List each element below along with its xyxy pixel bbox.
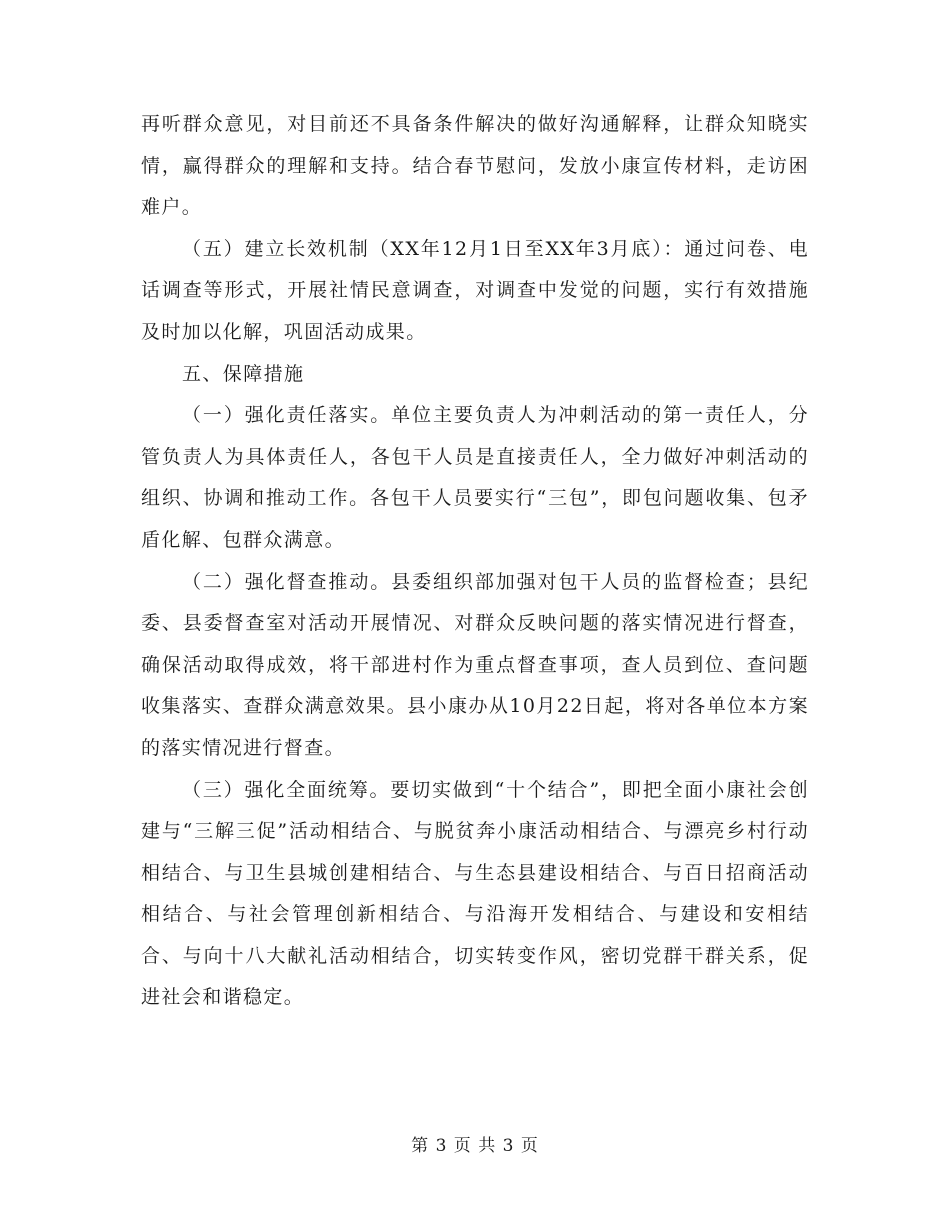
- paragraph-1: 再听群众意见，对目前还不具备条件解决的做好沟通解释，让群众知晓实情，赢得群众的理解和支持。结合春节慰问，发放小康宣传材料，走访困难户。: [141, 113, 809, 219]
- paragraph-2: （五）建立长效机制（XX年12月1日至XX年3月底）：通过问卷、电话调查等形式，开展社情民意调查，对调查中发觉的问题，实行有效措施及时加以化解，巩固活动成果。: [141, 237, 809, 343]
- section-heading: 五、保障措施: [182, 362, 305, 385]
- paragraph-5: （三）强化全面统筹。要切实做到“十个结合”，即把全面小康社会创建与“三解三促”活动相结合、与脱贫奔小康活动相结合、与漂亮乡村行动相结合、与卫生县城创建相结合、与生态县建设相结合、与百日招商活动相结合、与社会管理创新相结合、与沿海开发相结合、与建设和安相结合、与向十八大献礼活动相结合，切实转变作风，密切党群干群关系，促进社会和谐稳定。: [141, 778, 809, 1009]
- paragraph-3: （一）强化责任落实。单位主要负责人为冲刺活动的第一责任人，分管负责人为具体责任人，各包干人员是直接责任人，全力做好冲刺活动的组织、协调和推动工作。各包干人员要实行“三包”，即包问题收集、包矛盾化解、包群众满意。: [141, 404, 809, 551]
- paragraph-4: （二）强化督查推动。县委组织部加强对包干人员的监督检查；县纪委、县委督查室对活动开展情况、对群众反映问题的落实情况进行督查，确保活动取得成效，将干部进村作为重点督查事项，查人员到位、查问题收集落实、查群众满意效果。县小康办从10月22日起，将对各单位本方案的落实情况进行督查。: [141, 570, 809, 759]
- page-number-label: 第 3 页 共 3 页: [411, 1136, 539, 1156]
- document-body: [141, 104, 809, 1019]
- page-footer: [0, 1136, 950, 1156]
